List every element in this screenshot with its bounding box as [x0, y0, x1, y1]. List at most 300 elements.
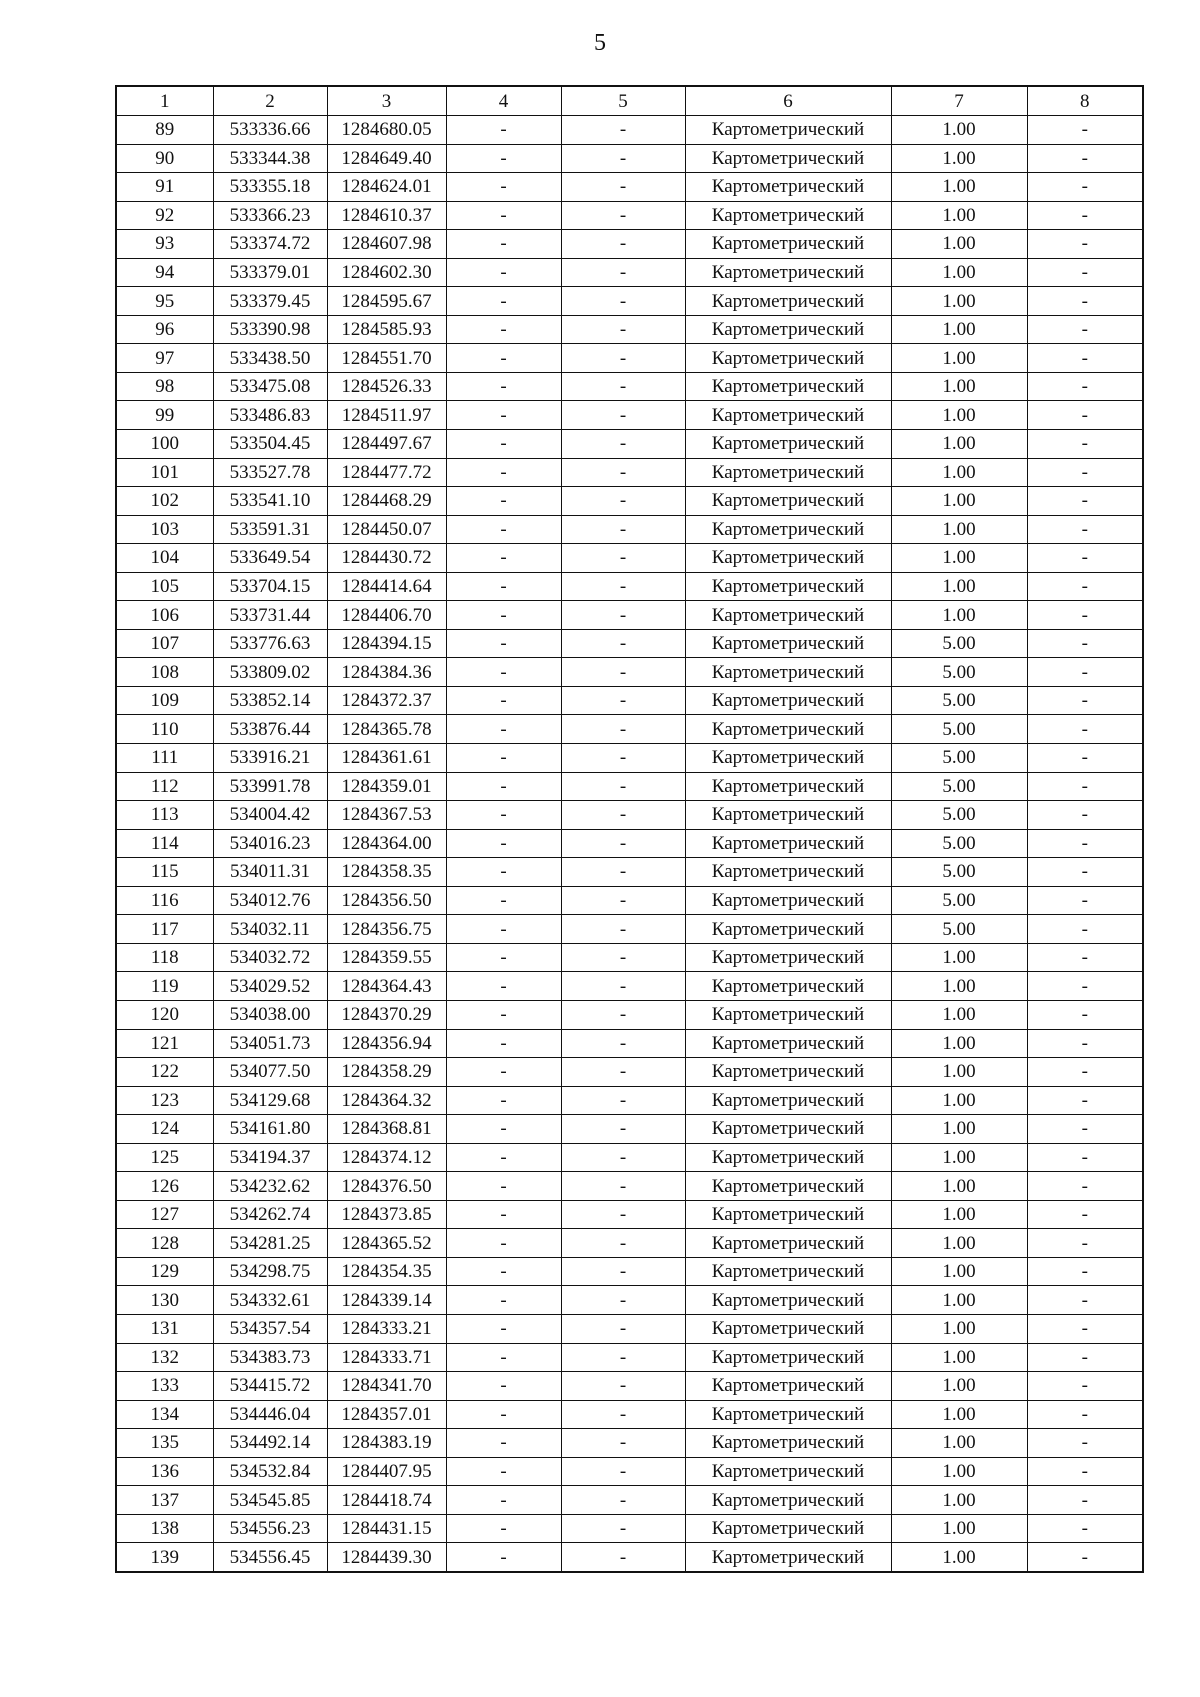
cell-col-8: -	[1027, 1514, 1143, 1543]
cell-col-4: -	[446, 144, 561, 173]
cell-col-5: -	[561, 1143, 685, 1172]
cell-x-coordinate: 534415.72	[213, 1372, 327, 1401]
cell-col-4: -	[446, 1343, 561, 1372]
cell-col-8: -	[1027, 1372, 1143, 1401]
cell-col-4: -	[446, 915, 561, 944]
cell-col-4: -	[446, 1457, 561, 1486]
cell-y-coordinate: 1284602.30	[327, 258, 446, 287]
cell-col-8: -	[1027, 1143, 1143, 1172]
cell-col-4: -	[446, 344, 561, 373]
cell-method: Картометрический	[685, 401, 891, 430]
cell-point-number: 132	[116, 1343, 213, 1372]
cell-col-5: -	[561, 744, 685, 773]
cell-accuracy: 1.00	[891, 1343, 1027, 1372]
table-row	[116, 116, 1143, 145]
cell-col-8: -	[1027, 1058, 1143, 1087]
cell-col-8: -	[1027, 744, 1143, 773]
cell-x-coordinate: 534012.76	[213, 886, 327, 915]
cell-accuracy: 1.00	[891, 258, 1027, 287]
table-row	[116, 1029, 1143, 1058]
cell-col-8: -	[1027, 401, 1143, 430]
cell-accuracy: 1.00	[891, 487, 1027, 516]
cell-x-coordinate: 533704.15	[213, 572, 327, 601]
cell-col-5: -	[561, 515, 685, 544]
table-row	[116, 629, 1143, 658]
cell-col-4: -	[446, 1115, 561, 1144]
cell-point-number: 96	[116, 315, 213, 344]
cell-col-4: -	[446, 1314, 561, 1343]
cell-x-coordinate: 534545.85	[213, 1486, 327, 1515]
cell-method: Картометрический	[685, 1143, 891, 1172]
cell-method: Картометрический	[685, 372, 891, 401]
header-row	[116, 86, 1143, 116]
cell-col-5: -	[561, 1486, 685, 1515]
cell-y-coordinate: 1284356.94	[327, 1029, 446, 1058]
cell-accuracy: 5.00	[891, 744, 1027, 773]
cell-method: Картометрический	[685, 915, 891, 944]
cell-col-4: -	[446, 858, 561, 887]
cell-col-4: -	[446, 458, 561, 487]
cell-accuracy: 1.00	[891, 315, 1027, 344]
cell-x-coordinate: 533390.98	[213, 315, 327, 344]
table-row	[116, 572, 1143, 601]
table-row	[116, 1486, 1143, 1515]
cell-accuracy: 5.00	[891, 915, 1027, 944]
cell-col-5: -	[561, 1400, 685, 1429]
cell-col-8: -	[1027, 1115, 1143, 1144]
cell-x-coordinate: 533852.14	[213, 686, 327, 715]
cell-point-number: 111	[116, 744, 213, 773]
cell-accuracy: 1.00	[891, 1314, 1027, 1343]
cell-point-number: 107	[116, 629, 213, 658]
cell-col-5: -	[561, 572, 685, 601]
cell-col-4: -	[446, 686, 561, 715]
cell-y-coordinate: 1284364.00	[327, 829, 446, 858]
cell-method: Картометрический	[685, 1029, 891, 1058]
cell-col-5: -	[561, 430, 685, 459]
cell-y-coordinate: 1284585.93	[327, 315, 446, 344]
cell-x-coordinate: 533916.21	[213, 744, 327, 773]
cell-y-coordinate: 1284358.29	[327, 1058, 446, 1087]
table-row	[116, 658, 1143, 687]
cell-accuracy: 5.00	[891, 715, 1027, 744]
cell-col-8: -	[1027, 173, 1143, 202]
cell-accuracy: 1.00	[891, 144, 1027, 173]
cell-accuracy: 1.00	[891, 1172, 1027, 1201]
cell-accuracy: 1.00	[891, 372, 1027, 401]
cell-accuracy: 1.00	[891, 173, 1027, 202]
cell-x-coordinate: 533541.10	[213, 487, 327, 516]
cell-method: Картометрический	[685, 515, 891, 544]
cell-point-number: 122	[116, 1058, 213, 1087]
cell-col-8: -	[1027, 1400, 1143, 1429]
table-row	[116, 1086, 1143, 1115]
cell-point-number: 102	[116, 487, 213, 516]
cell-col-5: -	[561, 173, 685, 202]
cell-point-number: 93	[116, 230, 213, 259]
cell-method: Картометрический	[685, 601, 891, 630]
cell-accuracy: 1.00	[891, 1086, 1027, 1115]
cell-x-coordinate: 534032.72	[213, 943, 327, 972]
table-row	[116, 1457, 1143, 1486]
cell-method: Картометрический	[685, 1343, 891, 1372]
cell-accuracy: 1.00	[891, 1543, 1027, 1572]
cell-accuracy: 1.00	[891, 287, 1027, 316]
cell-method: Картометрический	[685, 1000, 891, 1029]
cell-col-8: -	[1027, 1343, 1143, 1372]
cell-x-coordinate: 534281.25	[213, 1229, 327, 1258]
table-row	[116, 1058, 1143, 1087]
cell-col-8: -	[1027, 629, 1143, 658]
cell-col-8: -	[1027, 1486, 1143, 1515]
cell-col-5: -	[561, 144, 685, 173]
cell-col-5: -	[561, 1286, 685, 1315]
cell-accuracy: 1.00	[891, 601, 1027, 630]
table-row	[116, 744, 1143, 773]
cell-y-coordinate: 1284333.71	[327, 1343, 446, 1372]
cell-x-coordinate: 534016.23	[213, 829, 327, 858]
cell-point-number: 117	[116, 915, 213, 944]
table-row	[116, 458, 1143, 487]
cell-col-8: -	[1027, 715, 1143, 744]
table-row	[116, 772, 1143, 801]
cell-col-8: -	[1027, 230, 1143, 259]
cell-x-coordinate: 534029.52	[213, 972, 327, 1001]
cell-x-coordinate: 534532.84	[213, 1457, 327, 1486]
cell-x-coordinate: 534262.74	[213, 1200, 327, 1229]
cell-point-number: 124	[116, 1115, 213, 1144]
cell-col-5: -	[561, 629, 685, 658]
cell-col-4: -	[446, 315, 561, 344]
cell-col-4: -	[446, 801, 561, 830]
cell-y-coordinate: 1284497.67	[327, 430, 446, 459]
cell-y-coordinate: 1284358.35	[327, 858, 446, 887]
cell-col-5: -	[561, 886, 685, 915]
cell-col-5: -	[561, 544, 685, 573]
cell-col-8: -	[1027, 515, 1143, 544]
cell-col-4: -	[446, 629, 561, 658]
cell-col-4: -	[446, 430, 561, 459]
cell-method: Картометрический	[685, 1486, 891, 1515]
cell-x-coordinate: 533731.44	[213, 601, 327, 630]
cell-accuracy: 1.00	[891, 515, 1027, 544]
cell-y-coordinate: 1284341.70	[327, 1372, 446, 1401]
cell-col-5: -	[561, 458, 685, 487]
table-row	[116, 1257, 1143, 1286]
table-row	[116, 686, 1143, 715]
cell-method: Картометрический	[685, 344, 891, 373]
table-row	[116, 1143, 1143, 1172]
cell-col-4: -	[446, 116, 561, 145]
cell-x-coordinate: 533486.83	[213, 401, 327, 430]
cell-x-coordinate: 534357.54	[213, 1314, 327, 1343]
cell-point-number: 130	[116, 1286, 213, 1315]
cell-col-4: -	[446, 1286, 561, 1315]
cell-x-coordinate: 534492.14	[213, 1429, 327, 1458]
cell-col-4: -	[446, 943, 561, 972]
table-row	[116, 1543, 1143, 1572]
table-row	[116, 487, 1143, 516]
cell-y-coordinate: 1284373.85	[327, 1200, 446, 1229]
cell-point-number: 101	[116, 458, 213, 487]
cell-x-coordinate: 533438.50	[213, 344, 327, 373]
cell-col-5: -	[561, 972, 685, 1001]
cell-x-coordinate: 533776.63	[213, 629, 327, 658]
cell-col-5: -	[561, 715, 685, 744]
cell-method: Картометрический	[685, 1229, 891, 1258]
cell-x-coordinate: 533475.08	[213, 372, 327, 401]
cell-col-4: -	[446, 1514, 561, 1543]
table-row	[116, 915, 1143, 944]
cell-col-4: -	[446, 1257, 561, 1286]
cell-accuracy: 1.00	[891, 972, 1027, 1001]
cell-x-coordinate: 533991.78	[213, 772, 327, 801]
table-row	[116, 144, 1143, 173]
cell-y-coordinate: 1284394.15	[327, 629, 446, 658]
table-row	[116, 943, 1143, 972]
cell-y-coordinate: 1284406.70	[327, 601, 446, 630]
cell-y-coordinate: 1284370.29	[327, 1000, 446, 1029]
cell-point-number: 119	[116, 972, 213, 1001]
cell-accuracy: 1.00	[891, 458, 1027, 487]
cell-col-5: -	[561, 230, 685, 259]
table-row	[116, 401, 1143, 430]
cell-col-8: -	[1027, 572, 1143, 601]
cell-col-5: -	[561, 1514, 685, 1543]
cell-col-4: -	[446, 1229, 561, 1258]
cell-col-5: -	[561, 915, 685, 944]
cell-col-8: -	[1027, 1029, 1143, 1058]
cell-col-8: -	[1027, 1200, 1143, 1229]
cell-col-8: -	[1027, 344, 1143, 373]
cell-col-4: -	[446, 1058, 561, 1087]
cell-accuracy: 1.00	[891, 544, 1027, 573]
cell-method: Картометрический	[685, 801, 891, 830]
cell-accuracy: 5.00	[891, 629, 1027, 658]
cell-col-5: -	[561, 601, 685, 630]
cell-col-5: -	[561, 772, 685, 801]
cell-method: Картометрический	[685, 715, 891, 744]
cell-col-5: -	[561, 686, 685, 715]
table-row	[116, 1343, 1143, 1372]
cell-col-8: -	[1027, 1172, 1143, 1201]
cell-col-8: -	[1027, 686, 1143, 715]
table-row	[116, 1286, 1143, 1315]
cell-col-5: -	[561, 287, 685, 316]
cell-x-coordinate: 533355.18	[213, 173, 327, 202]
cell-point-number: 106	[116, 601, 213, 630]
cell-method: Картометрический	[685, 629, 891, 658]
cell-col-4: -	[446, 886, 561, 915]
cell-method: Картометрический	[685, 858, 891, 887]
cell-method: Картометрический	[685, 886, 891, 915]
column-header-6: 6	[685, 86, 891, 116]
cell-x-coordinate: 534077.50	[213, 1058, 327, 1087]
cell-method: Картометрический	[685, 116, 891, 145]
table-row	[116, 886, 1143, 915]
cell-y-coordinate: 1284418.74	[327, 1486, 446, 1515]
cell-method: Картометрический	[685, 287, 891, 316]
cell-col-5: -	[561, 258, 685, 287]
cell-x-coordinate: 533876.44	[213, 715, 327, 744]
cell-y-coordinate: 1284383.19	[327, 1429, 446, 1458]
cell-point-number: 113	[116, 801, 213, 830]
column-header-5: 5	[561, 86, 685, 116]
cell-col-4: -	[446, 1200, 561, 1229]
cell-point-number: 105	[116, 572, 213, 601]
cell-col-5: -	[561, 201, 685, 230]
cell-accuracy: 5.00	[891, 658, 1027, 687]
table-row	[116, 1229, 1143, 1258]
cell-x-coordinate: 534332.61	[213, 1286, 327, 1315]
cell-method: Картометрический	[685, 1314, 891, 1343]
table-row	[116, 715, 1143, 744]
cell-point-number: 94	[116, 258, 213, 287]
cell-col-4: -	[446, 201, 561, 230]
cell-method: Картометрический	[685, 1457, 891, 1486]
cell-point-number: 128	[116, 1229, 213, 1258]
cell-col-4: -	[446, 1543, 561, 1572]
cell-col-8: -	[1027, 430, 1143, 459]
cell-method: Картометрический	[685, 1200, 891, 1229]
cell-point-number: 137	[116, 1486, 213, 1515]
cell-method: Картометрический	[685, 1058, 891, 1087]
table-row	[116, 173, 1143, 202]
cell-y-coordinate: 1284359.01	[327, 772, 446, 801]
cell-y-coordinate: 1284361.61	[327, 744, 446, 773]
cell-point-number: 131	[116, 1314, 213, 1343]
cell-col-5: -	[561, 1372, 685, 1401]
cell-col-4: -	[446, 1429, 561, 1458]
cell-method: Картометрический	[685, 1115, 891, 1144]
cell-point-number: 139	[116, 1543, 213, 1572]
cell-col-5: -	[561, 1429, 685, 1458]
cell-point-number: 138	[116, 1514, 213, 1543]
cell-col-4: -	[446, 544, 561, 573]
cell-col-4: -	[446, 173, 561, 202]
column-header-7: 7	[891, 86, 1027, 116]
cell-method: Картометрический	[685, 1257, 891, 1286]
cell-accuracy: 1.00	[891, 1058, 1027, 1087]
cell-method: Картометрический	[685, 658, 891, 687]
cell-col-8: -	[1027, 201, 1143, 230]
cell-accuracy: 5.00	[891, 886, 1027, 915]
table-row	[116, 1172, 1143, 1201]
cell-point-number: 123	[116, 1086, 213, 1115]
table-row	[116, 972, 1143, 1001]
cell-accuracy: 1.00	[891, 1257, 1027, 1286]
cell-col-8: -	[1027, 1286, 1143, 1315]
cell-col-5: -	[561, 1086, 685, 1115]
cell-accuracy: 1.00	[891, 430, 1027, 459]
cell-y-coordinate: 1284365.52	[327, 1229, 446, 1258]
table-row	[116, 1200, 1143, 1229]
table-row	[116, 544, 1143, 573]
cell-accuracy: 1.00	[891, 116, 1027, 145]
cell-y-coordinate: 1284372.37	[327, 686, 446, 715]
cell-y-coordinate: 1284526.33	[327, 372, 446, 401]
cell-col-4: -	[446, 401, 561, 430]
table-row	[116, 372, 1143, 401]
cell-method: Картометрический	[685, 544, 891, 573]
cell-x-coordinate: 534038.00	[213, 1000, 327, 1029]
cell-y-coordinate: 1284610.37	[327, 201, 446, 230]
cell-accuracy: 1.00	[891, 943, 1027, 972]
cell-x-coordinate: 533379.01	[213, 258, 327, 287]
cell-col-8: -	[1027, 487, 1143, 516]
cell-col-4: -	[446, 658, 561, 687]
cell-point-number: 89	[116, 116, 213, 145]
cell-accuracy: 1.00	[891, 1029, 1027, 1058]
cell-point-number: 121	[116, 1029, 213, 1058]
cell-col-8: -	[1027, 315, 1143, 344]
cell-accuracy: 5.00	[891, 858, 1027, 887]
cell-accuracy: 1.00	[891, 1514, 1027, 1543]
cell-x-coordinate: 533366.23	[213, 201, 327, 230]
cell-y-coordinate: 1284511.97	[327, 401, 446, 430]
cell-col-5: -	[561, 372, 685, 401]
cell-accuracy: 1.00	[891, 1486, 1027, 1515]
cell-x-coordinate: 533527.78	[213, 458, 327, 487]
table-row	[116, 1314, 1143, 1343]
cell-col-5: -	[561, 1314, 685, 1343]
cell-point-number: 110	[116, 715, 213, 744]
cell-y-coordinate: 1284356.50	[327, 886, 446, 915]
table-row	[116, 601, 1143, 630]
cell-col-8: -	[1027, 1314, 1143, 1343]
cell-method: Картометрический	[685, 943, 891, 972]
cell-x-coordinate: 533504.45	[213, 430, 327, 459]
cell-point-number: 97	[116, 344, 213, 373]
table-row	[116, 829, 1143, 858]
cell-col-5: -	[561, 1457, 685, 1486]
cell-method: Картометрический	[685, 572, 891, 601]
cell-y-coordinate: 1284477.72	[327, 458, 446, 487]
cell-point-number: 125	[116, 1143, 213, 1172]
cell-accuracy: 1.00	[891, 1200, 1027, 1229]
cell-point-number: 136	[116, 1457, 213, 1486]
table-row	[116, 801, 1143, 830]
cell-point-number: 120	[116, 1000, 213, 1029]
cell-point-number: 118	[116, 943, 213, 972]
cell-point-number: 115	[116, 858, 213, 887]
cell-col-5: -	[561, 1229, 685, 1258]
table-row	[116, 858, 1143, 887]
cell-col-8: -	[1027, 116, 1143, 145]
cell-col-4: -	[446, 601, 561, 630]
cell-col-5: -	[561, 1343, 685, 1372]
cell-method: Картометрический	[685, 458, 891, 487]
cell-col-4: -	[446, 1486, 561, 1515]
cell-col-5: -	[561, 1172, 685, 1201]
cell-y-coordinate: 1284468.29	[327, 487, 446, 516]
cell-x-coordinate: 534232.62	[213, 1172, 327, 1201]
table-row	[116, 1372, 1143, 1401]
cell-col-4: -	[446, 972, 561, 1001]
cell-col-5: -	[561, 1257, 685, 1286]
cell-method: Картометрический	[685, 315, 891, 344]
coordinates-table	[115, 85, 1144, 1573]
table-row	[116, 515, 1143, 544]
cell-col-8: -	[1027, 372, 1143, 401]
cell-col-8: -	[1027, 1257, 1143, 1286]
cell-y-coordinate: 1284430.72	[327, 544, 446, 573]
cell-y-coordinate: 1284356.75	[327, 915, 446, 944]
cell-col-4: -	[446, 1143, 561, 1172]
cell-accuracy: 1.00	[891, 201, 1027, 230]
column-header-4: 4	[446, 86, 561, 116]
cell-col-8: -	[1027, 544, 1143, 573]
